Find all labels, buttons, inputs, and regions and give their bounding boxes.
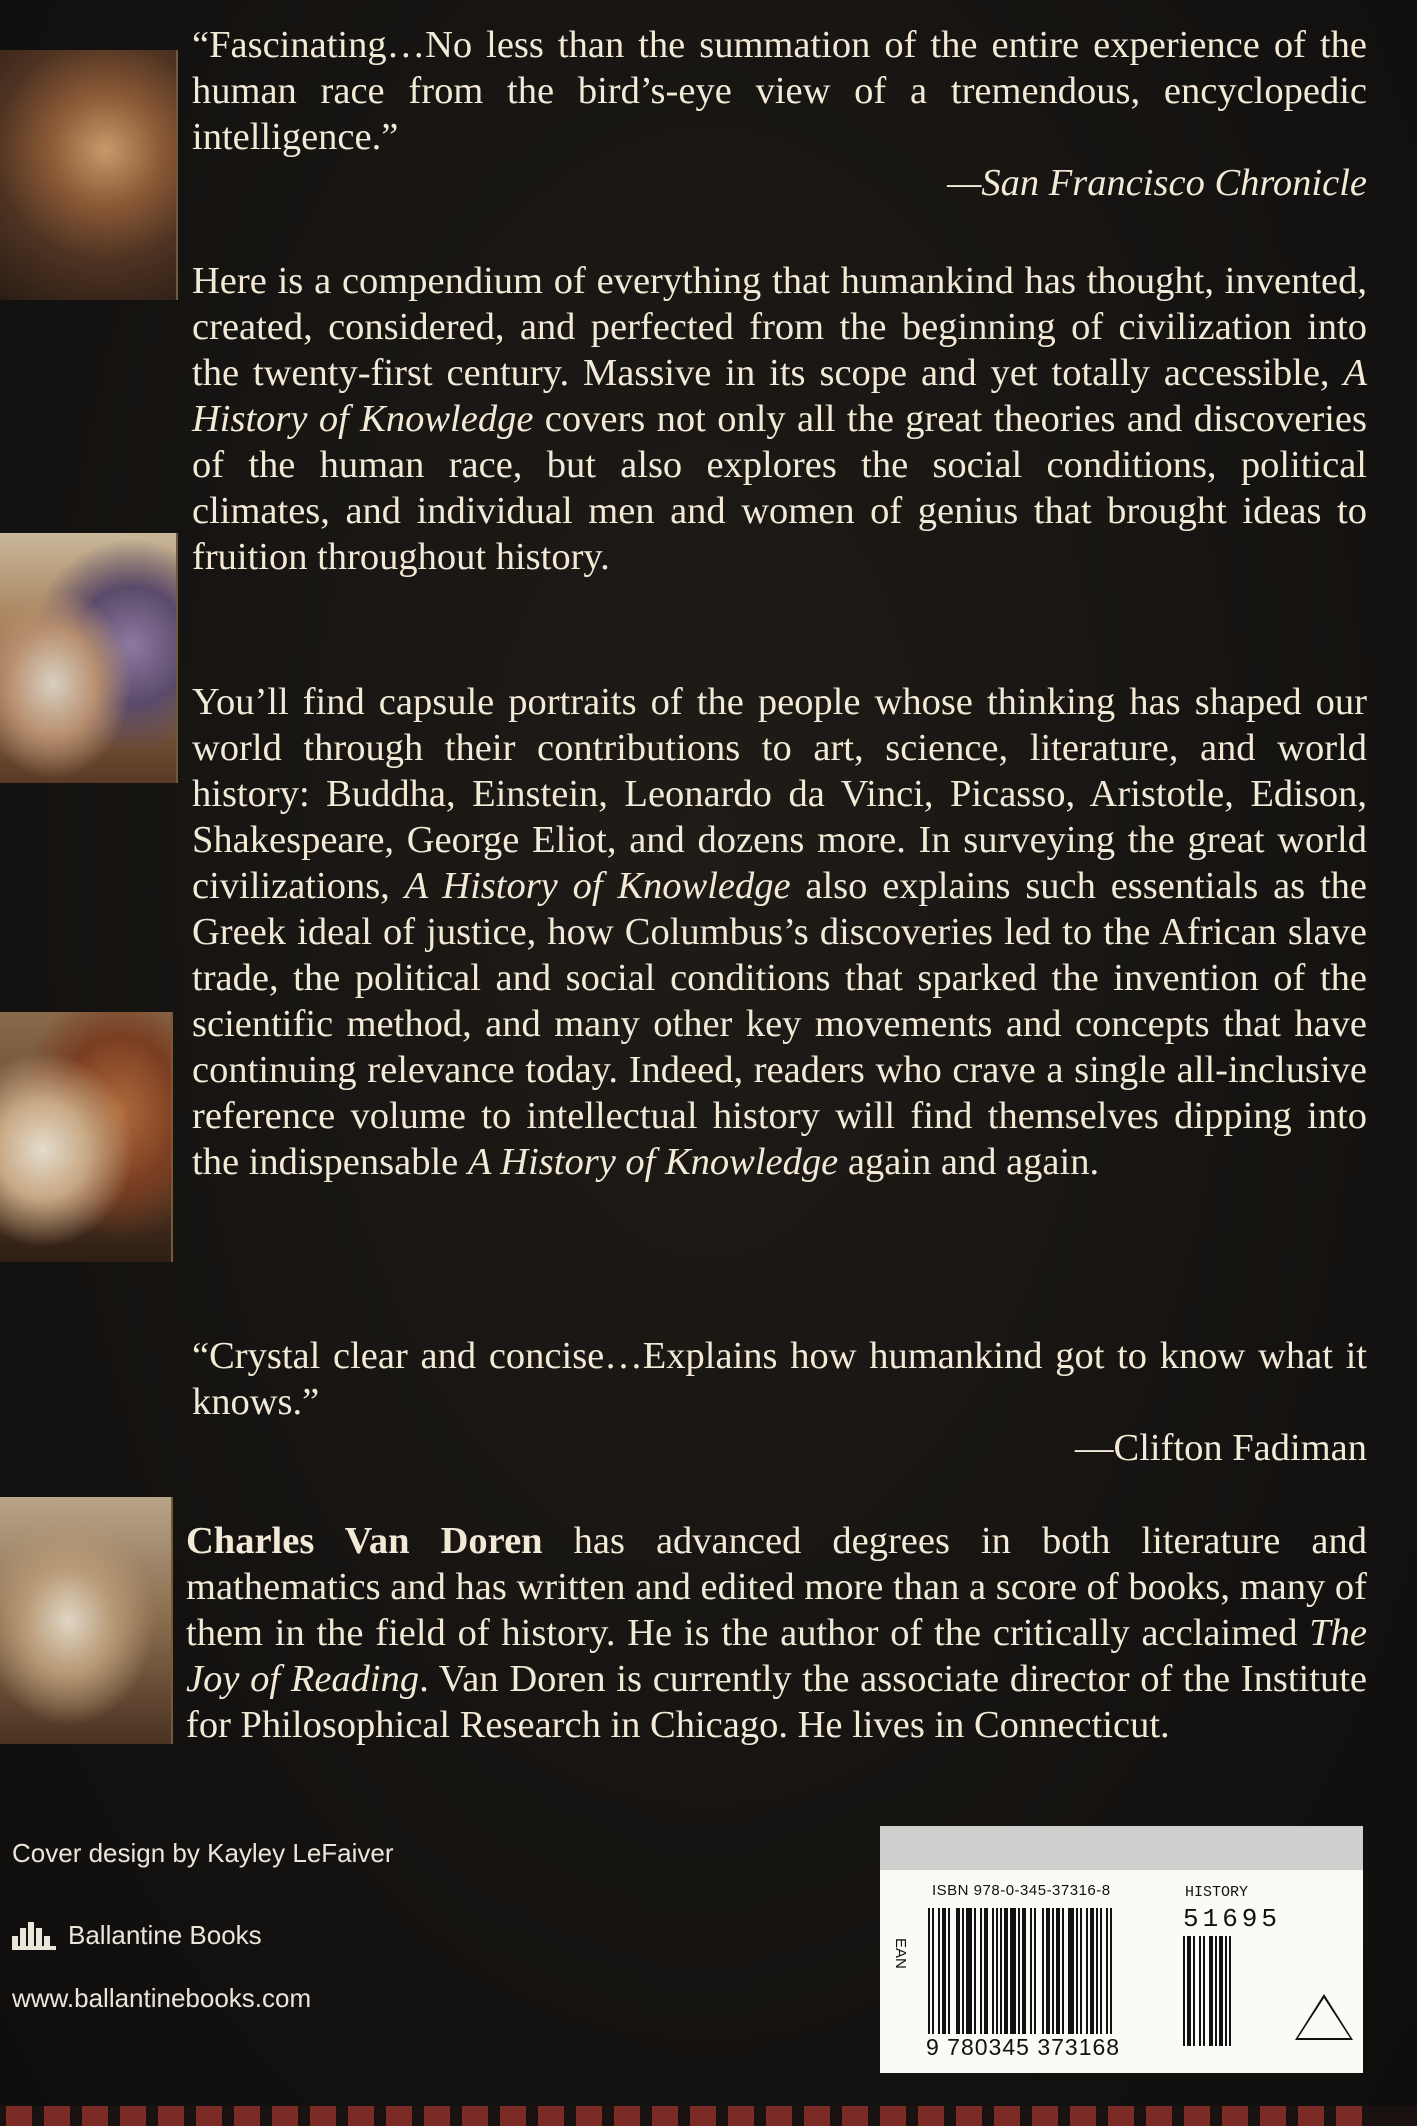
publisher-triangle-icon bbox=[1295, 1994, 1353, 2040]
strip-segment bbox=[614, 2106, 640, 2126]
strip-segment bbox=[120, 2106, 146, 2126]
strip-segment bbox=[272, 2106, 298, 2126]
strip-segment bbox=[1222, 2106, 1248, 2126]
isbn-label: ISBN 978-0-345-37316-8 bbox=[932, 1882, 1111, 1899]
strip-segment bbox=[842, 2106, 868, 2126]
strip-segment bbox=[804, 2106, 830, 2126]
strip-segment bbox=[1298, 2106, 1324, 2126]
strip-segment bbox=[1032, 2106, 1058, 2126]
strip-segment bbox=[690, 2106, 716, 2126]
painting-thumbnail-scholars bbox=[0, 1012, 173, 1262]
strip-segment bbox=[234, 2106, 260, 2126]
strip-segment bbox=[1070, 2106, 1096, 2126]
book-title: A History of Knowledge bbox=[467, 1141, 839, 1183]
strip-segment bbox=[158, 2106, 184, 2126]
strip-segment bbox=[1146, 2106, 1172, 2126]
strip-segment bbox=[766, 2106, 792, 2126]
price-barcode-bars bbox=[1183, 1936, 1243, 2046]
description-paragraph-2 bbox=[192, 679, 1367, 1185]
strip-segment bbox=[1336, 2106, 1362, 2126]
bio-text: . Van Doren is currently the associate director of the Institute for Philosophical Research in Chicago. He lives in Connecticut. bbox=[186, 1658, 1367, 1746]
strip-segment bbox=[576, 2106, 602, 2126]
strip-segment bbox=[1108, 2106, 1134, 2126]
quote-source: —San Francisco Chronicle bbox=[947, 162, 1367, 204]
ean-barcode-bars bbox=[928, 1908, 1168, 2038]
isbn-barcode bbox=[880, 1826, 1363, 2073]
barcode-bar bbox=[1231, 1936, 1235, 2046]
author-bio bbox=[186, 1518, 1367, 1748]
strip-segment bbox=[1260, 2106, 1286, 2126]
quote-text: “Crystal clear and concise…Explains how humankind got to know what it knows.” bbox=[192, 1335, 1367, 1423]
ballantine-logo-icon bbox=[12, 1922, 60, 1950]
strip-segment bbox=[424, 2106, 450, 2126]
strip-segment bbox=[538, 2106, 564, 2126]
strip-segment bbox=[386, 2106, 412, 2126]
paragraph-text: Here is a compendium of everything that humankind has thought, invented, created, considered, and perfected from the beginning of civilization into the twenty-first century. Massive in its scope and yet totally accessible, bbox=[192, 260, 1367, 394]
paragraph-text: You’ll find capsule portraits of the people whose thinking has shaped our world through their contributions to art, science, literature, and world history: Buddha, Einstein, Leonardo da Vinci, Picasso, Aristotle, Edison, Shakespeare, George Eliot, and dozens more. In surveying the great world civilizations, bbox=[192, 681, 1367, 907]
strip-segment bbox=[500, 2106, 526, 2126]
publisher bbox=[12, 1920, 262, 1951]
strip-segment bbox=[348, 2106, 374, 2126]
paragraph-text: again and again. bbox=[838, 1141, 1100, 1183]
book-title: A History of Knowledge bbox=[404, 865, 791, 907]
painting-thumbnail-crowd bbox=[0, 1497, 173, 1744]
review-quote-chronicle bbox=[192, 22, 1367, 206]
price-code: 51695 bbox=[1183, 1904, 1282, 1934]
barcode-bar bbox=[1110, 1908, 1112, 2038]
strip-segment bbox=[196, 2106, 222, 2126]
strip-segment bbox=[6, 2106, 32, 2126]
book-title: The Joy of Reading bbox=[186, 1612, 1367, 1700]
bottom-decorative-strip bbox=[0, 2106, 1417, 2126]
barcode-number: 9 780345 373168 bbox=[926, 2034, 1121, 2060]
strip-segment bbox=[82, 2106, 108, 2126]
paragraph-text: also explains such essentials as the Greek ideal of justice, how Columbus’s discoveries led to the African slave trade, the political and social conditions that sparked the invention of the scientific method, and many other key movements and concepts that have continuing relevance today. Indeed, readers who crave a single all-inclusive reference volume to intellectual history will find themselves dipping into the indispensable bbox=[192, 865, 1367, 1183]
quote-text: “Fascinating…No less than the summation of the entire experience of the human race from the bird’s-eye view of a tremendous, encyclopedic intelligence.” bbox=[192, 24, 1367, 158]
paragraph-text: covers not only all the great theories and discoveries of the human race, but also explores the social conditions, political climates, and individual men and women of genius that brought ideas to fruition throughout history. bbox=[192, 398, 1367, 578]
strip-segment bbox=[994, 2106, 1020, 2126]
strip-segment bbox=[44, 2106, 70, 2126]
bio-text: has advanced degrees in both literature and mathematics and has written and edited more than a score of books, many of them in the field of history. He is the author of the critically acclaimed bbox=[186, 1520, 1367, 1654]
strip-segment bbox=[310, 2106, 336, 2126]
cover-credit: Cover design by Kayley LeFaiver bbox=[12, 1838, 394, 1868]
strip-segment bbox=[1184, 2106, 1210, 2126]
description-paragraph-1 bbox=[192, 258, 1367, 580]
quote-source: —Clifton Fadiman bbox=[1075, 1427, 1367, 1469]
strip-segment bbox=[462, 2106, 488, 2126]
publisher-url: www.ballantinebooks.com bbox=[12, 1983, 312, 2013]
review-quote-fadiman bbox=[192, 1333, 1367, 1471]
strip-segment bbox=[918, 2106, 944, 2126]
painting-thumbnail-philosopher bbox=[0, 50, 178, 300]
ean-label: EAN bbox=[892, 1938, 909, 1969]
strip-segment bbox=[880, 2106, 906, 2126]
genre-label: HISTORY bbox=[1185, 1884, 1249, 1901]
barcode-header-band bbox=[880, 1826, 1363, 1870]
strip-segment bbox=[956, 2106, 982, 2126]
strip-segment bbox=[652, 2106, 678, 2126]
strip-segment bbox=[728, 2106, 754, 2126]
publisher-name: Ballantine Books bbox=[68, 1920, 262, 1950]
book-title: A History of Knowledge bbox=[192, 352, 1367, 440]
author-name: Charles Van Doren bbox=[186, 1520, 543, 1562]
painting-thumbnail-plato-aristotle bbox=[0, 533, 178, 783]
